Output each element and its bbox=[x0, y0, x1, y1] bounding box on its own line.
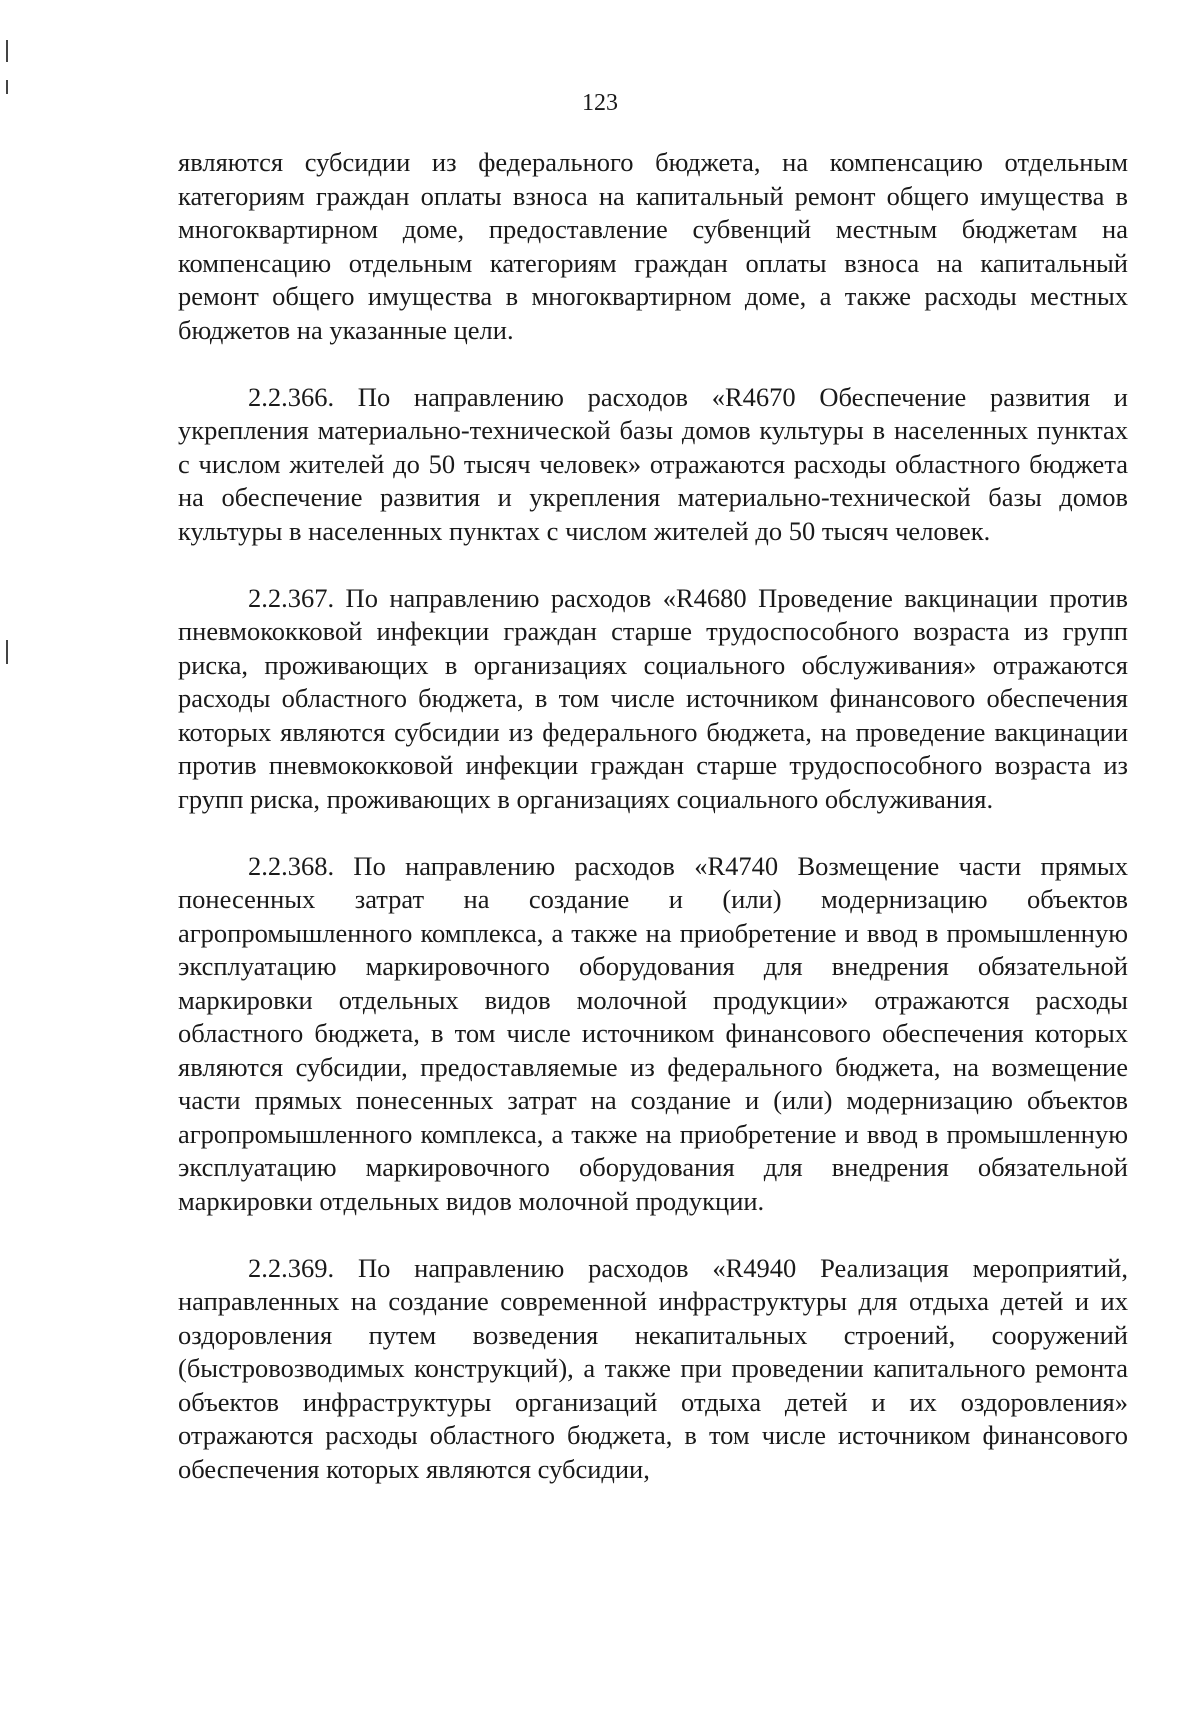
document-body bbox=[178, 146, 1128, 1486]
paragraph-2-2-366: 2.2.366. По направлению расходов «R4670 Обеспечение развития и укрепления материально-технической базы домов культуры в населенных пунктах с числом жителей до 50 тысяч человек» отражаются расходы областного бюджета на обеспечение развития и укрепления материально-технической базы домов культуры в населенных пунктах с числом жителей до 50 тысяч человек. bbox=[178, 381, 1128, 546]
paragraph-2-2-368: 2.2.368. По направлению расходов «R4740 Возмещение части прямых понесенных затрат на создание и (или) модернизацию объектов агропромышленного комплекса, а также на приобретение и ввод в промышленную эксплуатацию маркировочного оборудования для внедрения обязательной маркировки отдельных видов молочной продукции» отражаются расходы областного бюджета, в том числе источником финансового обеспечения которых являются субсидии, предоставляемые из федерального бюджета, на возмещение части прямых понесенных затрат на создание и (или) модернизацию объектов агропромышленного комплекса, а также на приобретение и ввод в промышленную эксплуатацию маркировочного оборудования для внедрения обязательной маркировки отдельных видов молочной продукции. bbox=[178, 850, 1128, 1216]
paragraph-2-2-367: 2.2.367. По направлению расходов «R4680 Проведение вакцинации против пневмококковой инфекции граждан старше трудоспособного возраста из групп риска, проживающих в организациях социального обслуживания» отражаются расходы областного бюджета, в том числе источником финансового обеспечения которых являются субсидии из федерального бюджета, на проведение вакцинации против пневмококковой инфекции граждан старше трудоспособного возраста из групп риска, проживающих в организациях социального обслуживания. bbox=[178, 582, 1128, 814]
scan-margin-mark bbox=[6, 40, 8, 62]
paragraph-continuation: являются субсидии из федерального бюджета, на компенсацию отдельным категориям граждан оплаты взноса на капитальный ремонт общего имущества в многоквартирном доме, предоставление субвенций местным бюджетам на компенсацию отдельным категориям граждан оплаты взноса на капитальный ремонт общего имущества в многоквартирном доме, а также расходы местных бюджетов на указанные цели. bbox=[178, 147, 1128, 345]
page-number: 123 bbox=[582, 90, 618, 116]
scan-margin-mark bbox=[6, 640, 8, 664]
paragraph-2-2-369: 2.2.369. По направлению расходов «R4940 Реализация мероприятий, направленных на создание современной инфраструктуры для отдыха детей и их оздоровления путем возведения некапитальных строений, сооружений (быстровозводимых конструкций), а также при проведении капитального ремонта объектов инфраструктуры организаций отдыха детей и их оздоровления» отражаются расходы областного бюджета, в том числе источником финансового обеспечения которых являются субсидии, bbox=[178, 1252, 1128, 1484]
